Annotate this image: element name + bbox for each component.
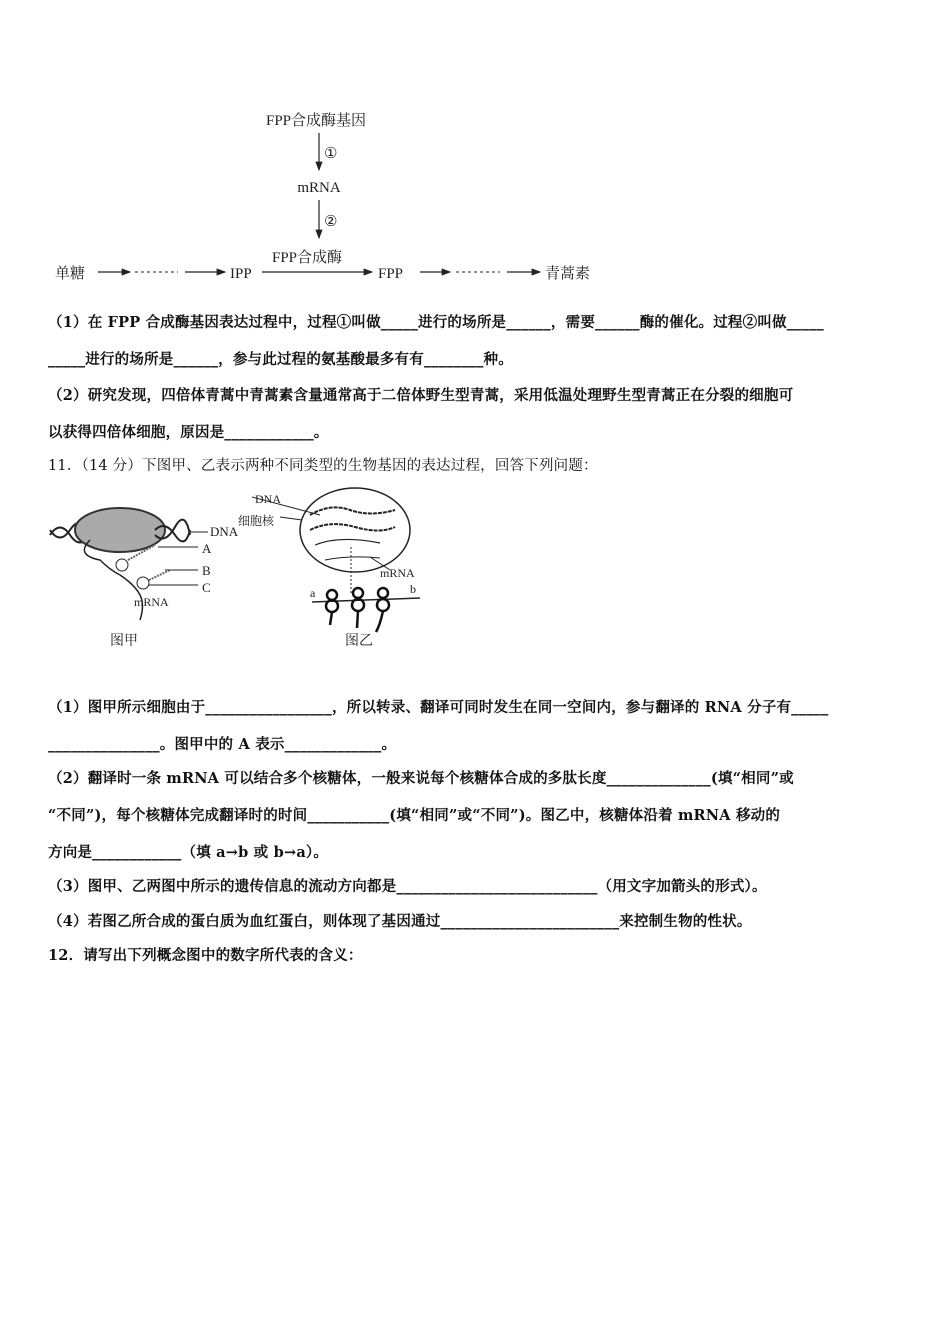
mrna-label: mRNA	[297, 180, 341, 196]
jia-caption: 图甲	[110, 634, 138, 649]
fpp-pathway-diagram	[40, 100, 620, 290]
q11-part1-line1: （1）图甲所示细胞由于_________________，所以转录、翻译可同时发生在同一空间内，参与翻译的 RNA 分子有_____	[48, 699, 829, 716]
jia-mrna-label: mRNA	[134, 595, 169, 609]
q11-part2-line1: （2）翻译时一条 mRNA 可以结合多个核糖体，一般来说每个核糖体合成的多肽长度______________(填“相同”或	[48, 770, 794, 787]
q10-part2-line1: （2）研究发现，四倍体青蒿中青蒿素含量通常高于二倍体野生型青蒿，采用低温处理野生型青蒿正在分裂的细胞可	[48, 387, 794, 404]
yi-mrna-label: mRNA	[380, 566, 415, 580]
step2-label: ②	[324, 214, 338, 230]
q11-header: 11．（14 分）下图甲、乙表示两种不同类型的生物基因的表达过程，回答下列问题：	[48, 458, 598, 474]
jia-dna-label: DNA	[210, 524, 239, 539]
fpp-label: FPP	[378, 266, 404, 282]
q10-part1-line1: （1）在 FPP 合成酶基因表达过程中，过程①叫做_____进行的场所是______，需要______酶的催化。过程②叫做_____	[48, 314, 824, 331]
ipp-label: IPP	[230, 266, 252, 282]
jia-b-label: B	[202, 563, 211, 578]
product-label: 青蒿素	[545, 266, 591, 282]
yi-b-label: b	[410, 582, 416, 596]
q10-part2-line2: 以获得四倍体细胞，原因是____________。	[48, 424, 329, 441]
step1-label: ①	[324, 146, 338, 162]
q11-part1-line2: _______________。图甲中的 A 表示_____________。	[48, 736, 397, 753]
figure-jia	[40, 485, 240, 655]
yi-caption: 图乙	[345, 634, 373, 649]
jia-c-label: C	[202, 580, 211, 595]
q10-part1-line2: _____进行的场所是______，参与此过程的氨基酸最多有有________种。	[48, 351, 513, 368]
q11-part3: （3）图甲、乙两图中所示的遗传信息的流动方向都是___________________________（用文字加箭头的形式）。	[48, 878, 767, 895]
figure-yi	[230, 485, 440, 655]
yi-dna-label: DNA	[255, 492, 281, 506]
jia-a-label: A	[202, 541, 212, 556]
gene-label: FPP合成酶基因	[265, 113, 367, 129]
q11-part2-line2: “不同”)，每个核糖体完成翻译时的时间___________(填“相同”或“不同”)。图乙中，核糖体沿着 mRNA 移动的	[48, 807, 781, 824]
yi-a-label: a	[310, 586, 316, 600]
yi-nucleus-label: 细胞核	[238, 514, 275, 528]
start-label: 单糖	[55, 266, 86, 282]
q11-part4: （4）若图乙所合成的蛋白质为血红蛋白，则体现了基因通过________________________来控制生物的性状。	[48, 913, 752, 930]
q12-header: 12．请写出下列概念图中的数字所代表的含义：	[48, 947, 363, 964]
enzyme-label: FPP合成酶	[271, 250, 343, 266]
q11-part2-line3: 方向是____________（填 a→b 或 b→a）。	[48, 844, 329, 861]
